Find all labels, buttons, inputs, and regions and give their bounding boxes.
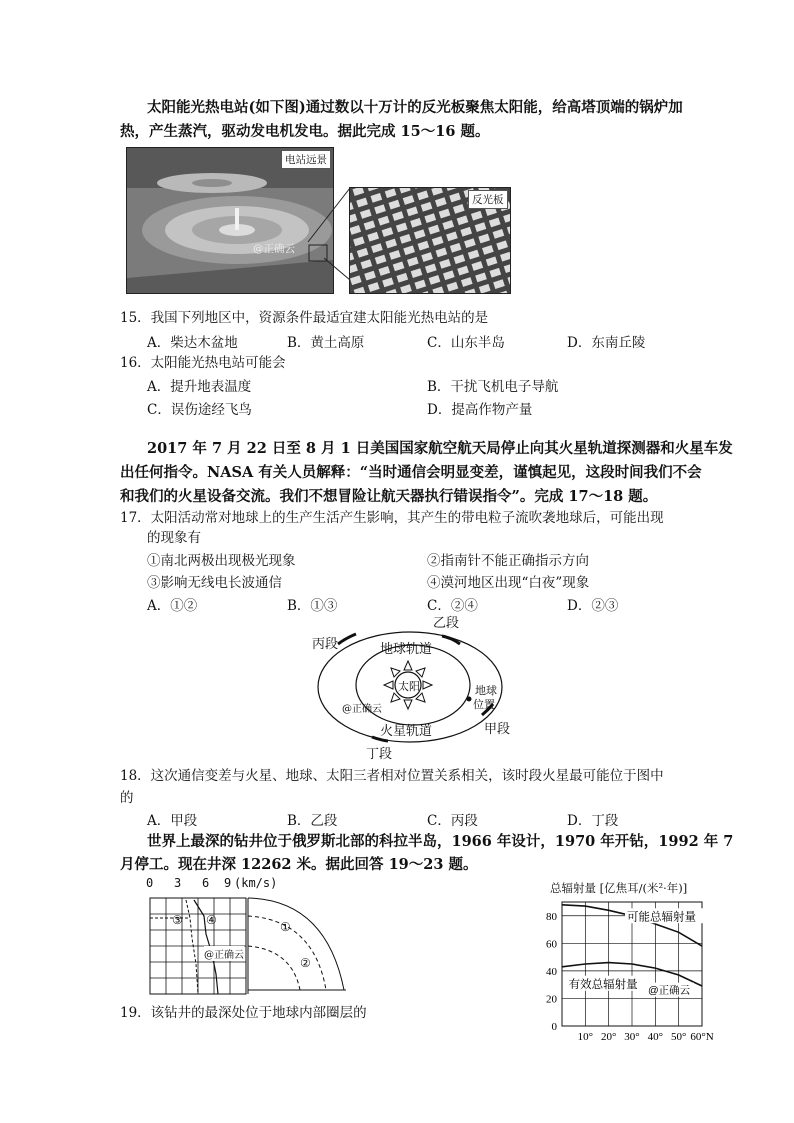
earth-position-label-1: 地球 [475,684,497,697]
wave-marker-3: ③ [172,913,183,927]
wave-marker-2: ② [300,956,311,970]
q18-stem-1: 18．这次通信变差与火星、地球、太阳三者相对位置关系相关，该时段火星最可能位于图中 [120,768,664,784]
wave-tick-3: 3 [174,876,182,890]
q17-option-b: B．①③ [287,598,338,614]
y-tick-label-4: 80 [546,910,557,923]
q18-option-c: C．丙段 [427,813,478,829]
reflector-photo [349,187,511,294]
earth-orbit-label: 地球轨道 [380,642,433,657]
x-tick-label-2: 30° [624,1031,640,1042]
y-tick-label-1: 20 [546,993,557,1006]
wave-drawing [146,894,356,996]
q15-stem: 15．我国下列地区中，资源条件最适宜建太阳能光热电站的是 [120,310,489,326]
q17-option-c: C．②④ [427,598,478,614]
wave-tick-9: 9 [224,876,232,890]
sun-label: 太阳 [398,680,420,693]
q15-option-b: B．黄土高原 [287,335,365,351]
q17-statement-1: ①南北两极出现极光现象 [147,553,296,569]
intro2-line-2: 出任何指令。NASA 有关人员解释：“当时通信会明显变差，谨慎起见，这段时间我们不会 [120,464,702,481]
x-tick-label-0: 10° [577,1031,594,1042]
wave-marker-1: ① [280,920,291,934]
mars-orbit-label: 火星轨道 [380,724,433,739]
x-tick-label-4: 50° [670,1031,687,1042]
far-view-label: 电站远景 [281,150,331,169]
wave-tick-0: 0 [146,876,154,890]
series-label-1: 有效总辐射量 [568,978,638,991]
segment-ding-label: 丁段 [366,747,393,762]
q15-option-d: D．东南丘陵 [567,335,646,351]
wave-watermark: @正确云 [204,946,244,961]
q19-stem: 19．该钻井的最深处位于地球内部圈层的 [120,1005,367,1021]
radiation-chart [540,880,770,1042]
chart-plot [540,894,770,1042]
y-tick-label-0: 0 [551,1021,557,1033]
wave-unit: (km/s) [234,876,278,890]
chart-title: 总辐射量 [亿焦耳/(米²·年)] [550,881,688,895]
q18-option-a: A．甲段 [147,813,198,829]
q16-option-d: D．提高作物产量 [427,402,533,418]
wave-tick-6: 6 [202,876,210,890]
q17-statement-3: ③影响无线电长波通信 [147,575,282,591]
q16-option-a: A．提升地表温度 [147,379,252,395]
reflector-label: 反光板 [468,190,508,209]
segment-jia-label: 甲段 [484,722,511,737]
intro2-line-3: 和我们的火星设备交流。我们不想冒险让航天器执行错误指令”。完成 17～18 题。 [120,488,658,505]
x-tick-label-3: 40° [647,1031,664,1042]
intro2-line-1: 2017 年 7 月 22 日至 8 月 1 日美国国家航空航天局停止向其火星轨道探测器和火星车发 [147,440,733,457]
orbit-watermark: @正确云 [342,704,382,715]
q17-option-d: D．②③ [567,598,619,614]
q18-option-b: B．乙段 [287,813,338,829]
series-label-0: 可能总辐射量 [627,911,696,924]
zoom-connector-lines [300,185,352,285]
q15-option-c: C．山东半岛 [427,335,505,351]
wave-marker-4: ④ [206,913,217,927]
q17-stem-2: 的现象有 [147,530,201,546]
q17-statement-4: ④漠河地区出现“白夜”现象 [427,575,590,591]
q18-option-d: D．丁段 [567,813,619,829]
q16-option-c: C．误伤途经飞鸟 [147,402,252,418]
earth-position-label-2: 位置 [473,698,495,711]
seismic-wave-diagram [146,876,356,996]
segment-bing-label: 丙段 [312,637,339,652]
q18-stem-2: 的 [120,790,134,806]
y-tick-label-3: 60 [546,938,557,951]
segment-yi-label: 乙段 [433,616,460,631]
q17-stem-1: 17．太阳活动常对地球上的生产生活产生影响，其产生的带电粒子流吹袭地球后，可能出现 [120,510,664,526]
x-tick-label-5: 60°N [690,1031,714,1042]
q17-option-a: A．①② [147,598,198,614]
x-tick-label-1: 20° [600,1031,617,1042]
q17-statement-2: ②指南针不能正确指示方向 [427,553,589,569]
orbit-diagram [300,612,520,762]
y-tick-label-2: 40 [546,965,557,978]
intro3-line-1: 世界上最深的钻井位于俄罗斯北部的科拉半岛，1966 年设计，1970 年开钻，1992 年 7 [147,833,734,850]
earth-position-dot [467,697,472,702]
intro3-line-2: 月停工。现在井深 12262 米。据此回答 19～23 题。 [120,856,478,873]
photo-watermark: @正确云 [253,243,295,255]
intro-line-2: 热，产生蒸汽，驱动发电机发电。据此完成 15～16 题。 [120,123,490,140]
q16-stem: 16．太阳能光热电站可能会 [120,355,286,371]
segment-bing-arc [338,634,356,644]
chart-watermark: @正确云 [648,984,691,997]
intro-line-1: 太阳能光热电站(如下图)通过数以十万计的反光板聚焦太阳能，给高塔顶端的锅炉加 [147,99,683,116]
q16-option-b: B．干扰飞机电子导航 [427,379,559,395]
q15-option-a: A．柴达木盆地 [147,335,238,351]
